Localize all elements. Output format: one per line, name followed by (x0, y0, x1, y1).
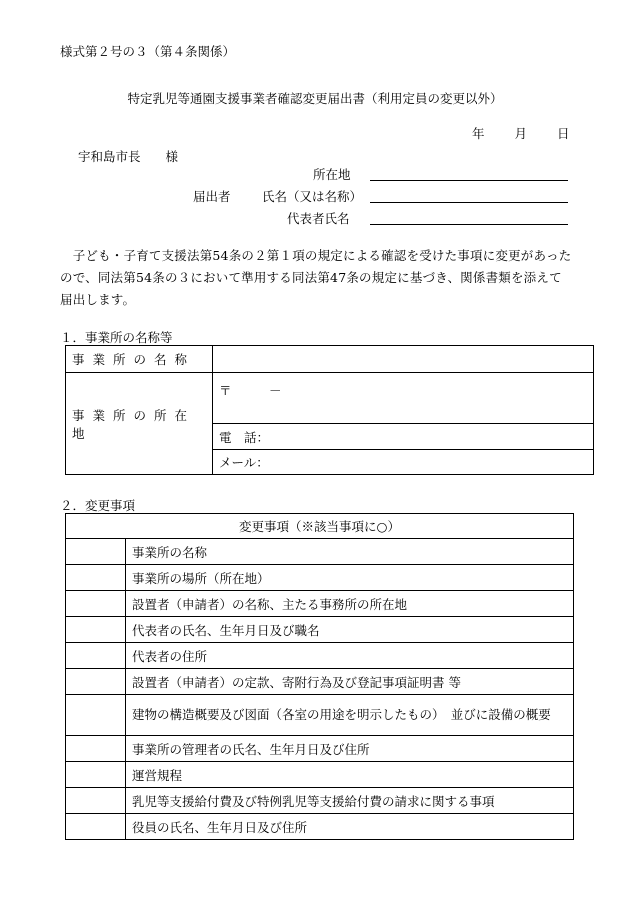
name-label: 氏名（又は名称） (262, 189, 363, 204)
facility-name-field[interactable] (213, 346, 594, 373)
item-mark-cell[interactable] (66, 814, 126, 840)
change-item: 設置者（申請者）の定款、寄附行為及び登記事項証明書 等 (126, 669, 574, 695)
item-mark-cell[interactable] (66, 591, 126, 617)
item-mark-cell[interactable] (66, 788, 126, 814)
date-day: 日 (557, 126, 570, 141)
statement-paragraph: 子ども・子育て支援法第54条の２第１項の規定による確認を受けた事項に変更があったので、同法第54条の３において準用する同法第47条の規定に基づき、関係書類を添えて届出します。 (60, 248, 572, 307)
change-item: 事業所の場所（所在地） (126, 565, 574, 591)
date-year: 年 (472, 126, 485, 141)
item-mark-cell[interactable] (66, 736, 126, 762)
change-item: 代表者の氏名、生年月日及び職名 (126, 617, 574, 643)
change-item: 乳児等支援給付費及び特例乳児等支援給付費の請求に関する事項 (126, 788, 574, 814)
address-field-line[interactable] (370, 180, 568, 181)
phone-field[interactable]: 電 話： (213, 424, 594, 450)
item-mark-cell[interactable] (66, 565, 126, 591)
change-item: 役員の氏名、生年月日及び住所 (126, 814, 574, 840)
document-title: 特定乳児等通園支援事業者確認変更届出書（利用定員の変更以外） (127, 91, 503, 106)
date-line (472, 124, 570, 142)
address-label: 所在地 (313, 167, 351, 182)
item-mark-cell[interactable] (66, 643, 126, 669)
change-item: 事業所の管理者の氏名、生年月日及び住所 (126, 736, 574, 762)
change-items-table (65, 513, 574, 840)
representative-label: 代表者氏名 (287, 211, 350, 226)
change-item: 代表者の住所 (126, 643, 574, 669)
item-mark-cell[interactable] (66, 695, 126, 736)
change-item: 事業所の名称 (126, 539, 574, 565)
item-mark-cell[interactable] (66, 539, 126, 565)
item-mark-cell[interactable] (66, 669, 126, 695)
facility-location-label: 事業所の所在地 (66, 373, 213, 475)
facility-name-label: 事業所の名称 (66, 346, 213, 373)
change-item: 運営規程 (126, 762, 574, 788)
item-mark-cell[interactable] (66, 617, 126, 643)
representative-field-line[interactable] (370, 224, 568, 225)
postal-field[interactable]: 〒 － (213, 373, 594, 424)
section2-heading: ２．変更事項 (60, 498, 136, 513)
email-field[interactable]: メール： (213, 450, 594, 475)
name-field-line[interactable] (370, 202, 568, 203)
form-label: 様式第２号の３（第４条関係） (60, 44, 236, 59)
item-mark-cell[interactable] (66, 762, 126, 788)
date-month: 月 (514, 126, 528, 141)
facility-table (65, 345, 594, 475)
notifier-label: 届出者 (193, 189, 231, 204)
change-item: 建物の構造概要及び図面（各室の用途を明示したもの） 並びに設備の概要 (126, 695, 574, 736)
change-table-header: 変更事項（※該当事項に○） (66, 514, 574, 539)
section1-heading: １．事業所の名称等 (60, 330, 173, 345)
addressee: 宇和島市長 様 (78, 149, 179, 164)
change-item: 設置者（申請者）の名称、主たる事務所の所在地 (126, 591, 574, 617)
